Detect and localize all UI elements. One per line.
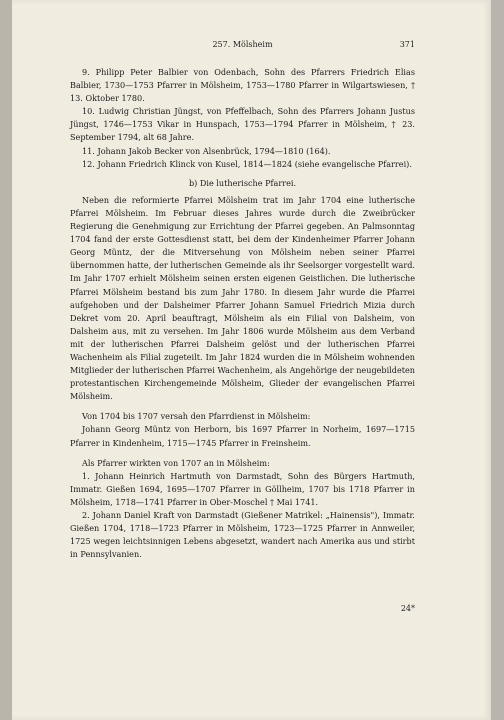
entry-reformed-10: 10. Ludwig Christian Jüngst, von Pfeffelbach, Sohn des Pfarrers Johann Justus Jüngst, 1746—1753 Vikar in Hunspach, 1753—1794 Pfarrer in Mölsheim, † 23. September 1794, alt 68 Jahre.	[70, 106, 415, 143]
entry-lutheran-1: 1. Johann Heinrich Hartmuth von Darmstadt, Sohn des Bürgers Hartmuth, Immatr. Gießen 1694, 1695—1707 Pfarrer in Göllheim, 1707 bis 1718 Pfarrer in Mölsheim, 1718—1741 Pfarrer in Ober-Moschel † Mai 1741.	[70, 470, 415, 507]
header-title: 257. Mölsheim	[212, 40, 273, 49]
section-paragraph: Neben die reformierte Pfarrei Mölsheim trat im Jahr 1704 eine lutherische Pfarrei Mölsheim. Im Februar dieses Jahres wurde durch die Zweibrücker Regierung die Genehmigung zur Errichtung der Pfarrei gegeben. An Palmsonntag 1704 fand der erste Gottesdienst statt, bei dem der Kindenheimer Pfarrer Johann Georg Müntz, der die Mitversehung von Mölsheim neben seiner Pfarrei übernommen hatte, der lutherischen Gemeinde als ihr Seelsorger vorgestellt ward. Im Jahr 1707 erhielt Mölsheim seinen ersten eigenen Geistlichen. Die lutherische Pfarrei Mölsheim bestand bis zum Jahr 1780. In diesem Jahr wurde die Pfarrei aufgehoben und der Dalsheimer Pfarrer Johann Samuel Friedrich Mizia durch Dekret vom 20. April beauftragt, Mölsheim als ein Filial von Dalsheim, von Dalsheim aus, mit zu versehen. Im Jahr 1806 wurde Mölsheim aus dem Verband mit der lutherischen Pfarrei Dalsheim gelöst und der lutherischen Pfarrei Wachenheim als Filial zugeteilt. Im Jahr 1824 wurden die in Mölsheim wohnenden Mitglieder der lutherischen Pfarrei Wachenheim, als Angehörige der neugebildeten protestantischen Kirchengemeinde Mölsheim, Glieder der evangelischen Pfarrei Mölsheim.	[70, 194, 415, 402]
page-content	[70, 66, 415, 561]
entry-lutheran-2: 2. Johann Daniel Kraft von Darmstadt (Gießener Matrikel: „Hainensis"), Immatr. Gießen 1704, 1718—1723 Pfarrer in Mölsheim, 1723—1725 Pfarrer in Annweiler, 1725 wegen leichtsinnigen Lebens abgesetzt, wandert nach Amerika aus und stirbt in Pennsylvanien.	[70, 510, 415, 560]
signature-mark: 24*	[400, 604, 415, 613]
entry-reformed-11: 11. Johann Jakob Becker von Alsenbrück, 1794—1810 (164).	[82, 145, 331, 156]
running-header	[70, 40, 415, 54]
pastors-intro: Als Pfarrer wirkten von 1707 an in Mölsheim:	[82, 457, 270, 468]
interim-intro: Von 1704 bis 1707 versah den Pfarrdienst in Mölsheim:	[82, 411, 311, 422]
entry-reformed-12: 12. Johann Friedrich Klinck von Kusel, 1814—1824 (siehe evangelische Pfarrei).	[82, 158, 412, 169]
book-page	[12, 0, 491, 720]
interim-entry: Johann Georg Müntz von Herborn, bis 1697 Pfarrer in Norheim, 1697—1715 Pfarrer in Kindenheim, 1715—1745 Pfarrer in Freinsheim.	[70, 424, 415, 448]
section-title: b) Die lutherische Pfarrei.	[188, 177, 297, 188]
entry-reformed-9: 9. Philipp Peter Balbier von Odenbach, Sohn des Pfarrers Friedrich Elias Balbier, 1730—1753 Pfarrer in Mölsheim, 1753—1780 Pfarrer in Wilgartswiesen, † 13. Oktober 1780.	[70, 67, 415, 104]
page-number: 371	[399, 40, 415, 49]
